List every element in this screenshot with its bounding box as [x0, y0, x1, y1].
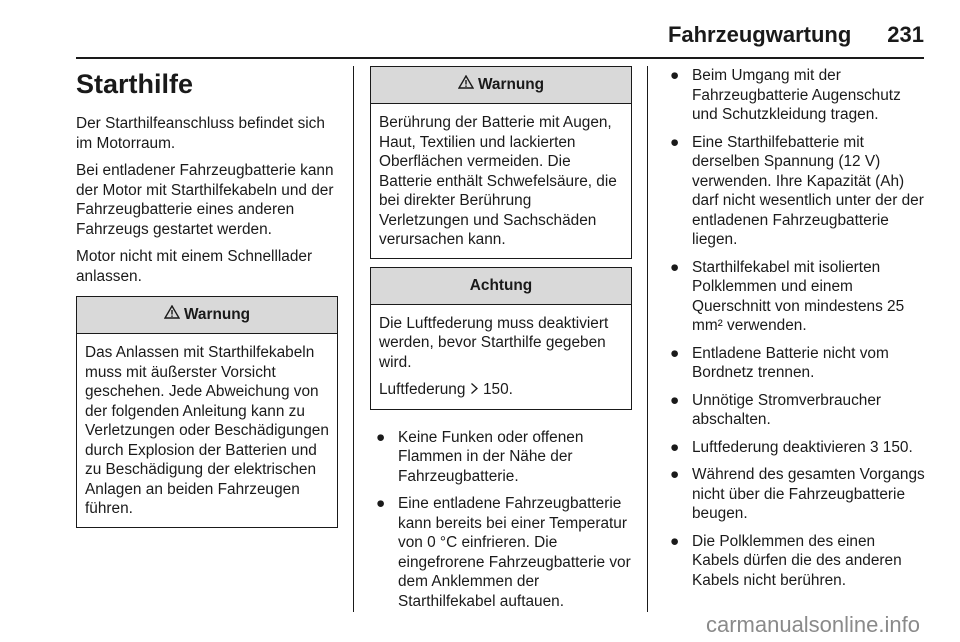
list-item-text: Die Polklemmen des einen Kabels dürfen die des anderen Kabels nicht berühren.: [692, 532, 902, 589]
warning-box: [76, 296, 338, 528]
bullet-icon: ●: [670, 258, 680, 276]
warning-text: Berührung der Batterie mit Augen, Haut, Textilien und lackierten Oberflächen vermeiden. Die Batterie enthält Schwefelsäure, die bei direkter Berührung Verletzungen und Sachschäden verursachen kann.: [379, 114, 617, 248]
column-divider: [647, 66, 648, 612]
list-item-text: Starthilfekabel mit isolierten Polklemmen und einem Querschnitt von mindestens 25 mm² verwenden.: [692, 258, 905, 334]
list-item: [370, 494, 632, 611]
list-item: [664, 258, 926, 336]
bullet-icon: ●: [670, 344, 680, 362]
header-title: Fahrzeugwartung: [667, 22, 852, 47]
list-item: [370, 428, 632, 487]
caution-box-body: [371, 305, 631, 409]
list-item: [664, 532, 926, 591]
caution-title: Achtung: [469, 276, 533, 294]
section-heading: Starthilfe: [76, 69, 194, 99]
paragraph: Der Starthilfeanschluss befindet sich im Motorraum.: [76, 115, 325, 152]
caution-box-header: [371, 268, 631, 305]
bullet-icon: ●: [670, 391, 680, 409]
bullet-icon: ●: [670, 532, 680, 550]
warning-box-header: [77, 297, 337, 334]
caution-reference: [379, 380, 623, 401]
warning-text: Das Anlassen mit Starthilfekabeln muss mit äußerster Vorsicht geschehen. Jede Abweichung von der folgenden Anleitung kann zu Verletzungen oder Beschädigungen durch Explosion der Batterien und zu Beschädigung der elektrischen Anlagen an beiden Fahrzeugen führen.: [85, 344, 329, 517]
caution-text: Die Luftfederung muss deaktiviert werden, bevor Starthilfe gegeben wird.: [379, 314, 609, 371]
list-item: [664, 66, 926, 125]
list-item: [664, 391, 926, 430]
paragraph: Motor nicht mit einem Schnelllader anlassen.: [76, 248, 313, 285]
bullet-icon: ●: [670, 67, 680, 84]
list-item: [664, 465, 926, 524]
bullet-icon: ●: [376, 428, 386, 446]
list-item: [664, 344, 926, 383]
list-item-text: Eine entladene Fahrzeugbatterie kann bereits bei einer Temperatur von 0 °C einfrieren. Die eingefrorene Fahrzeugbatterie vor dem Anklemmen der Starthilfekabel auftauen.: [398, 495, 631, 610]
bullet-list: [664, 66, 926, 590]
caution-box: [370, 267, 632, 410]
warning-box-body: [371, 104, 631, 258]
page-header: [668, 22, 924, 48]
column-divider: [353, 66, 354, 612]
warning-triangle-icon: [458, 67, 474, 103]
list-item-text: Eine Starthilfebatterie mit derselben Spannung (12 V) verwenden. Ihre Kapazität (Ah) darf nicht wesentlich unter der der entladenen Fahrzeugbatterie liegen.: [692, 133, 924, 248]
paragraph: Bei entladener Fahrzeugbatterie kann der Motor mit Starthilfekabeln und der Fahrzeugbatterie eines anderen Fahrzeugs gestartet werden.: [76, 162, 334, 238]
list-item: [664, 133, 926, 250]
list-item-text: Luftfederung deaktivieren 3 150.: [692, 438, 913, 456]
warning-box-body: [77, 334, 337, 527]
bullet-icon: ●: [376, 495, 386, 512]
list-item-text: Entladene Batterie nicht vom Bordnetz trennen.: [692, 344, 889, 381]
page-number: 231: [887, 22, 924, 47]
column-1: [76, 66, 338, 536]
warning-box: [370, 66, 632, 259]
reference-page[interactable]: 150.: [483, 381, 513, 398]
list-item-text: Beim Umgang mit der Fahrzeugbatterie Augenschutz und Schutzkleidung tragen.: [692, 67, 901, 123]
bullet-icon: ●: [670, 438, 680, 456]
warning-title: Warnung: [183, 306, 251, 323]
list-item: [664, 438, 926, 458]
bullet-list: [370, 428, 632, 612]
warning-title: Warnung: [477, 76, 545, 93]
watermark: carmanualsonline.info: [705, 612, 920, 637]
list-item-text: Keine Funken oder offenen Flammen in der Nähe der Fahrzeugbatterie.: [398, 428, 584, 485]
warning-triangle-icon: [164, 297, 180, 333]
list-item-text: Während des gesamten Vorgangs nicht über die Fahrzeugbatterie beugen.: [692, 466, 925, 522]
header-rule: [76, 57, 924, 59]
bullet-icon: ●: [670, 466, 680, 483]
column-3: [664, 66, 926, 598]
list-item-text: Unnötige Stromverbraucher abschalten.: [692, 391, 882, 428]
column-2: [370, 66, 632, 619]
bullet-icon: ●: [670, 133, 680, 151]
page-reference-icon: [470, 381, 479, 401]
warning-box-header: [371, 67, 631, 104]
reference-label: Luftfederung: [379, 381, 466, 398]
